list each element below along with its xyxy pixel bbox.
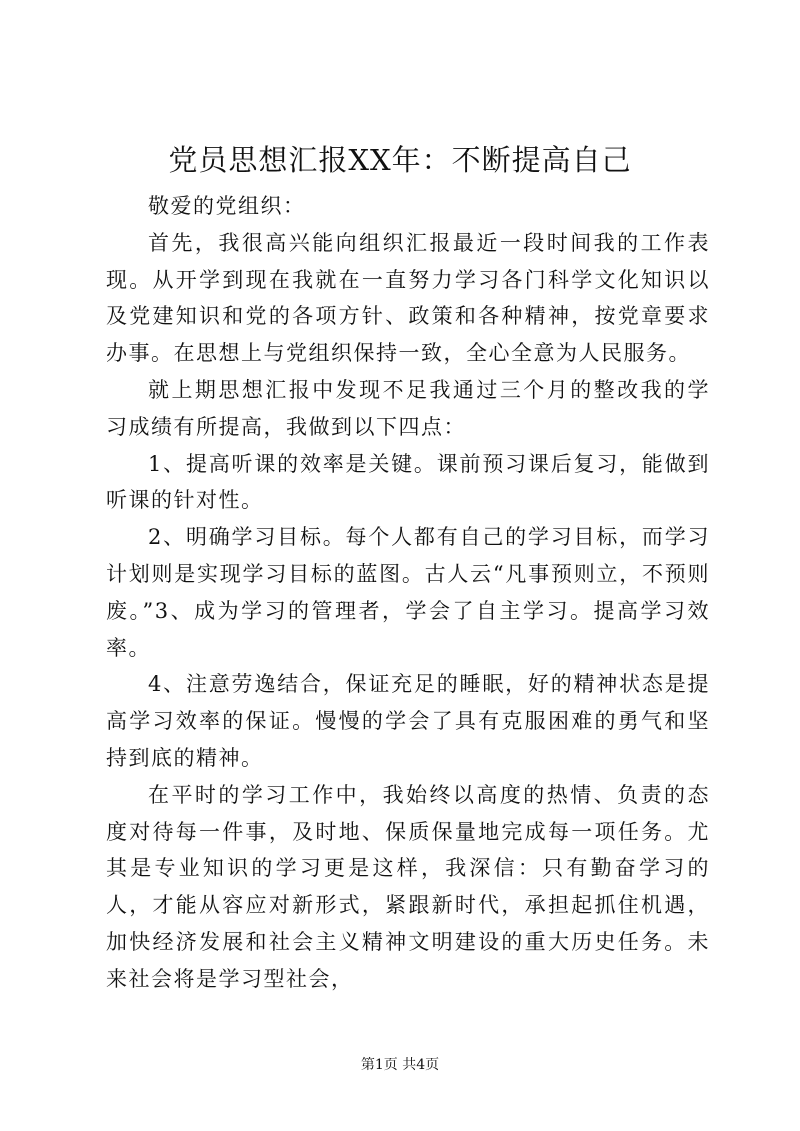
document-body	[106, 188, 710, 998]
salutation: 敬爱的党组织：	[148, 194, 306, 218]
page-indicator: 第1页 共4页	[360, 1057, 440, 1073]
paragraph-work-attitude: 在平时的学习工作中，我始终以高度的热情、负责的态度对待每一件事，及时地、保质保量地完成每一项任务。尤其是专业知识的学习更是这样，我深信：只有勤奋学习的人，才能从容应对新形式，紧跟新时代，承担起抓住机遇，加快经济发展和社会主义精神文明建设的重大历史任务。未来社会将是学习型社会，	[106, 782, 710, 991]
paragraph-intro: 首先，我很高兴能向组织汇报最近一段时间我的工作表现。从开学到现在我就在一直努力学习各门科学文化知识以及党建知识和党的各项方针、政策和各种精神，按党章要求办事。在思想上与党组织保持一致，全心全意为人民服务。	[106, 230, 710, 366]
document-title: 党员思想汇报XX年：不断提高自己	[168, 143, 632, 177]
paragraph-point-2-3: 2、明确学习目标。每个人都有自己的学习目标，而学习计划则是实现学习目标的蓝图。古人云“凡事预则立，不预则废。”3、成为学习的管理者，学会了自主学习。提高学习效率。	[106, 525, 710, 660]
paragraph-point-1: 1、提高听课的效率是关键。课前预习课后复习，能做到听课的针对性。	[106, 451, 710, 513]
paragraph-improvement: 就上期思想汇报中发现不足我通过三个月的整改我的学习成绩有所提高，我做到以下四点：	[106, 377, 710, 439]
paragraph-point-4: 4、注意劳逸结合，保证充足的睡眠，好的精神状态是提高学习效率的保证。慢慢的学会了具有克服困难的勇气和坚持到底的精神。	[106, 672, 710, 770]
